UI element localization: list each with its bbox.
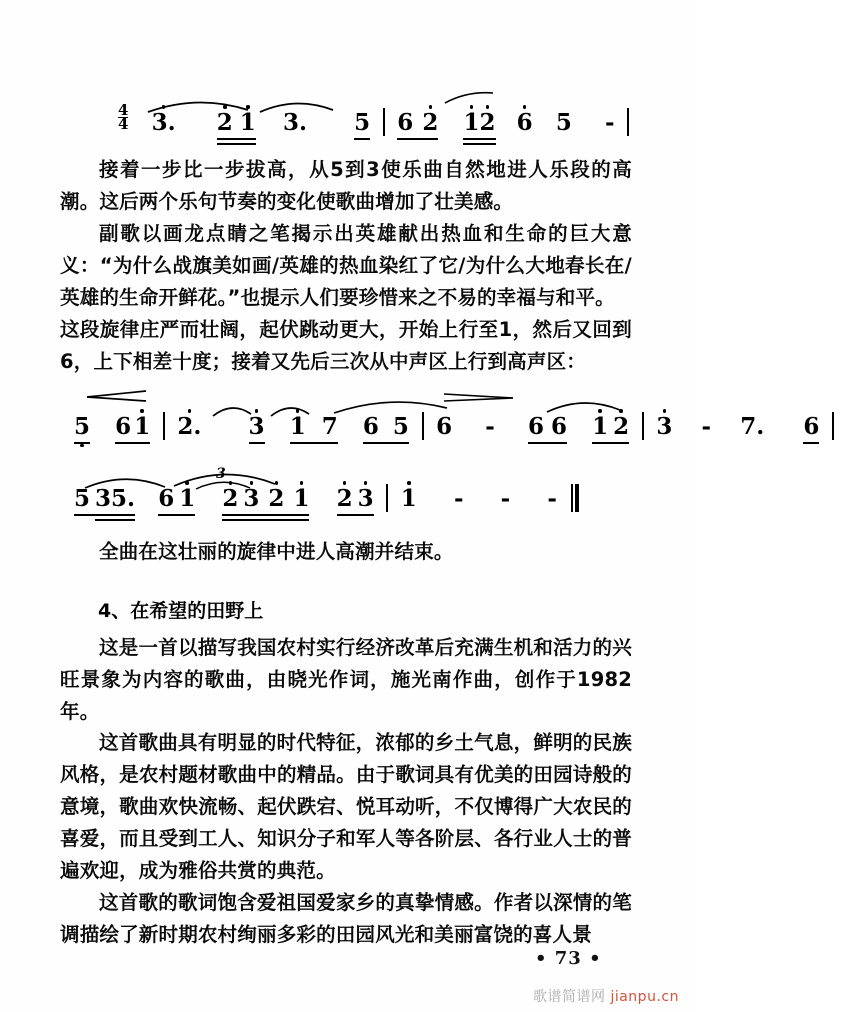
duration-dash-2: - (485, 413, 495, 440)
watermark-domain: jianpu.cn (610, 989, 679, 1005)
decrescendo-hairpin-icon (443, 392, 515, 404)
beam-group-1-2b (592, 415, 629, 438)
note-5-low: 5 (74, 413, 91, 440)
note-3-dotted-2: 3. (282, 109, 307, 136)
barline-2c (642, 412, 644, 440)
barline-2d (832, 412, 834, 440)
note-1f: 1 (179, 485, 196, 512)
beam-group-3 (249, 415, 265, 438)
note-5: 5 (354, 109, 371, 136)
note-3f: 3 (357, 485, 374, 512)
note-6g: 6 (550, 413, 567, 440)
paragraph-5: 这是一首以描写我国农村实行经济改革后充满生机和活力的兴旺景象为内容的歌曲，由晓光作词，施光南作曲，创作于1982年。 (60, 636, 632, 723)
note-6: 6 (397, 109, 414, 136)
barline-3a (386, 484, 388, 512)
note-3-dotted: 3. (151, 109, 176, 136)
watermark (533, 986, 679, 1006)
note-1: 1 (239, 109, 256, 136)
note-1e: 1 (592, 413, 609, 440)
note-6i: 6 (158, 485, 175, 512)
note-6h: 6 (803, 413, 820, 440)
note-3e: 3 (243, 485, 260, 512)
barline-2a (163, 412, 165, 440)
beam-group-1-2 (463, 111, 495, 134)
duration-dash-6: - (547, 485, 557, 512)
paragraph-1: 接着一步比一步拔高，从5到3使乐曲自然地进人乐段的高潮。这后两个乐句节奏的变化使歌曲增加了壮美感。 (60, 158, 632, 213)
paragraph-2: 副歌以画龙点睛之笔揭示出英雄献出热血和生命的巨大意义：“为什么战旗美如画/英雄的热血染红了它/为什么大地春长在/英雄的生命开鲜花。”也提示人们要珍惜来之不易的幸福与和平。 (60, 222, 632, 309)
beam-group-triplet (222, 487, 309, 510)
beam-group-6-1c (158, 487, 195, 510)
beam-group-1-7 (290, 415, 338, 438)
note-2: 2 (216, 109, 233, 136)
beam-group-6-6 (528, 415, 567, 438)
beam-sub-3-5 (95, 487, 135, 510)
note-1-fermata: 1 (400, 485, 417, 512)
paragraph-7: 这首歌的歌词饱含爱祖国爱家乡的真挚情感。作者以深情的笔调描绘了新时期农村绚丽多彩的田园风光和美丽富饶的喜人景 (60, 891, 632, 946)
beam-group-6h (803, 415, 819, 438)
note-2c: 2 (479, 109, 496, 136)
time-signature (118, 101, 129, 133)
beam-group-5-3-5 (74, 487, 135, 510)
beam-group-5 (354, 111, 370, 134)
time-signature-unit: 4 (118, 115, 129, 133)
note-1c: 1 (134, 413, 151, 440)
beam-group-6-5 (363, 415, 409, 438)
section-heading-4: 4、在希望的田野上 (98, 600, 264, 622)
note-5b: 5 (555, 109, 572, 136)
page-number: • 73 • (535, 948, 602, 969)
note-1b: 1 (463, 109, 480, 136)
note-5d: 5 (74, 485, 91, 512)
barline-end (627, 108, 629, 136)
barline (383, 108, 385, 136)
beam-group-5-low (74, 415, 90, 438)
paragraph-4: 全曲在这壮丽的旋律中进人高潮并结束。 (99, 540, 454, 563)
note-3c: 3 (656, 413, 673, 440)
time-signature-beats: 4 (118, 101, 129, 119)
note-3d: 3 (95, 485, 112, 512)
note-6d: 6 (362, 413, 379, 440)
duration-dash-4: - (453, 485, 464, 512)
note-2g: 2 (336, 485, 353, 512)
paragraph-3: 这段旋律庄严而壮阔，起伏跳动更大，开始上行至1，然后又回到6，上下相差十度；接着又先后三次从中声区上行到高声区： (60, 318, 632, 373)
note-6c: 6 (115, 413, 132, 440)
note-6f: 6 (527, 413, 544, 440)
slur-3 (445, 91, 515, 105)
beam-group-6-1 (115, 415, 150, 438)
music-staff-2 (74, 412, 841, 440)
music-staff-3 (74, 484, 579, 516)
duration-dash-3: - (701, 413, 712, 440)
note-6e: 6 (436, 413, 453, 440)
beam-group-2-1 (217, 111, 256, 134)
triplet-number: 3 (216, 466, 226, 482)
note-6-trill: 6 (516, 109, 533, 136)
note-5c: 5 (392, 413, 409, 440)
duration-dash-5: - (500, 485, 511, 512)
beam-group-6-2 (397, 111, 438, 134)
crescendo-hairpin-icon (86, 390, 148, 404)
note-7-dotted: 7. (740, 413, 765, 440)
note-2-dotted-accent: 2. (177, 413, 202, 440)
beam-group-2-3 (337, 487, 374, 510)
note-2d: 2 (613, 413, 630, 440)
note-1d: 1 (289, 413, 306, 440)
note-3b: 3 (248, 413, 265, 440)
music-staff-1 (118, 101, 636, 136)
note-2e: 2 (222, 485, 239, 512)
note-2b: 2 (422, 109, 439, 136)
duration-dash: - (605, 109, 615, 136)
barline-2b (422, 412, 424, 440)
note-2f: 2 (268, 485, 285, 512)
note-5-dotted: 5. (111, 485, 136, 512)
final-barline (571, 484, 580, 516)
watermark-site-name: 歌谱简谱网 (533, 989, 606, 1005)
note-7: 7 (321, 413, 338, 440)
paragraph-6: 这首歌曲具有明显的时代特征，浓郁的乡土气息，鲜明的民族风格，是农村题材歌曲中的精品。由于歌词具有优美的田园诗般的意境，歌曲欢快流畅、起伏跌宕、悦耳动听，不仅博得广大农民的喜爱，而且受到工人、知识分子和军人等各阶层、各行业人士的普遍欢迎，成为雅俗共赏的典范。 (60, 731, 632, 882)
note-1g: 1 (293, 485, 310, 512)
